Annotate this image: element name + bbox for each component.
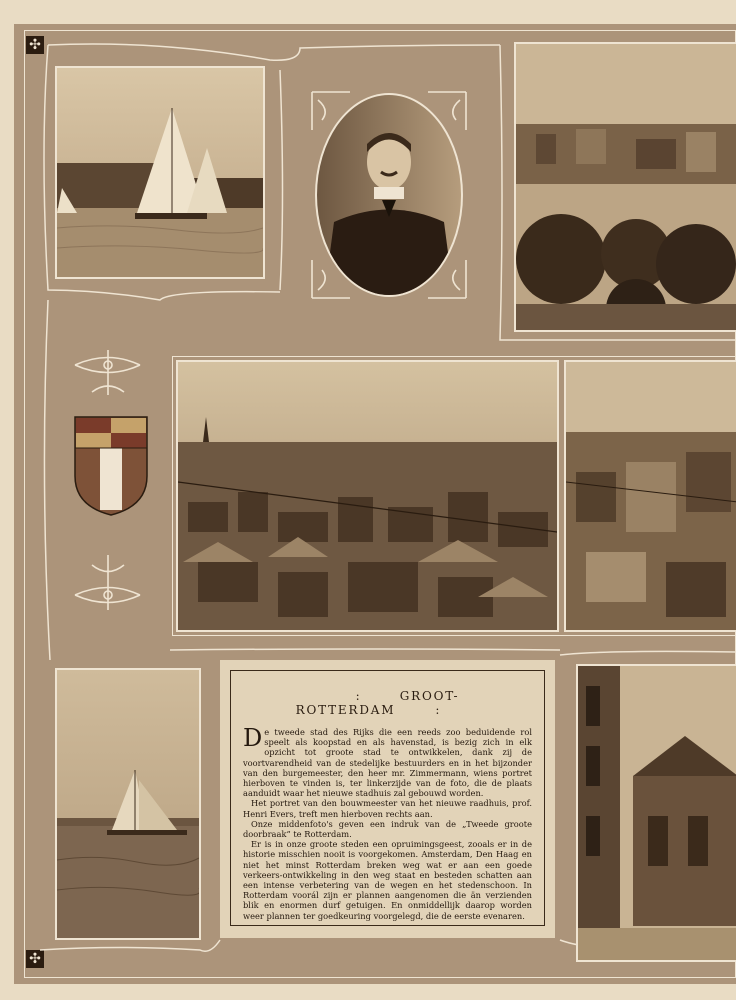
ornament-line [170, 649, 560, 650]
corner-ornament-icon: ✣ [26, 950, 44, 968]
article-title-text: GROOT-ROTTERDAM [295, 689, 460, 717]
ornament-line [48, 44, 500, 60]
coat-of-arms-icon [74, 416, 148, 516]
title-left-mark: : [355, 689, 360, 703]
article-frame [230, 670, 545, 926]
panorama-outline [172, 356, 736, 636]
title-right-mark: : [435, 703, 440, 717]
portrait-photo [314, 92, 464, 298]
article-paragraph: Onze middenfoto's geven een indruk van de „Tweede groote doorbraak” te Rotterdam. [243, 818, 532, 840]
paragraph-text: e tweede stad des Rijks die een reeds zoo beduidende rol speelt als koopstad en als havenstad, is bezig zich in elk opzicht tot groote stad te ontwikkelen, dank zij de voortvarendheid van de stedelijke bestuurders en in het bijzonder van den burgemeester, den heer mr. Zimmermann, wiens portret hierboven te vinden is, ter linkerzijde van de foto, die de plaats aanduidt waar het nieuwe stadhuis zal gebouwd worden. [243, 727, 532, 799]
article-paragraph: Er is in onze groote steden een opruimingsgeest, zooals er in de historie misschien nooit is voorgekomen. Amsterdam, Den Haag en niet het minst Rotterdam breken weg wat er aan een goede verkeers-ontwikkeling in den weg staat en besteden schatten aan een intense verbetering van de wegen en het stedenschoon. In Rotterdam voorál zijn er plannen aangenomen die än verzienden blik en enormen durf getuigen. En onmiddellijk daarop worden weer plannen ter goedkeuring voorgelegd, die de eerste evenaren. [243, 839, 532, 921]
fleuron-icon [75, 350, 140, 395]
article-box [220, 660, 555, 938]
ornament-line [560, 651, 736, 655]
building-photo [576, 664, 736, 962]
corner-ornament-icon: ✣ [26, 36, 44, 54]
sailing-race-photo [55, 66, 265, 279]
sailboat-photo [55, 668, 201, 940]
building-image [578, 666, 736, 960]
sailing-race-image [57, 68, 263, 277]
fleuron-icon [75, 555, 140, 610]
sailboat-image [57, 670, 199, 938]
article-paragraph [243, 724, 532, 799]
article-title [243, 689, 532, 717]
article-paragraph: Het portret van den bouwmeester van het nieuwe raadhuis, prof. Henri Evers, treft men hierboven rechts aan. [243, 798, 532, 819]
city-square-image [516, 44, 736, 330]
ornament-line [280, 70, 283, 290]
drop-cap: D [243, 724, 263, 752]
ornament-line [44, 300, 50, 660]
ornament-line [40, 940, 220, 951]
city-square-photo [514, 42, 736, 332]
